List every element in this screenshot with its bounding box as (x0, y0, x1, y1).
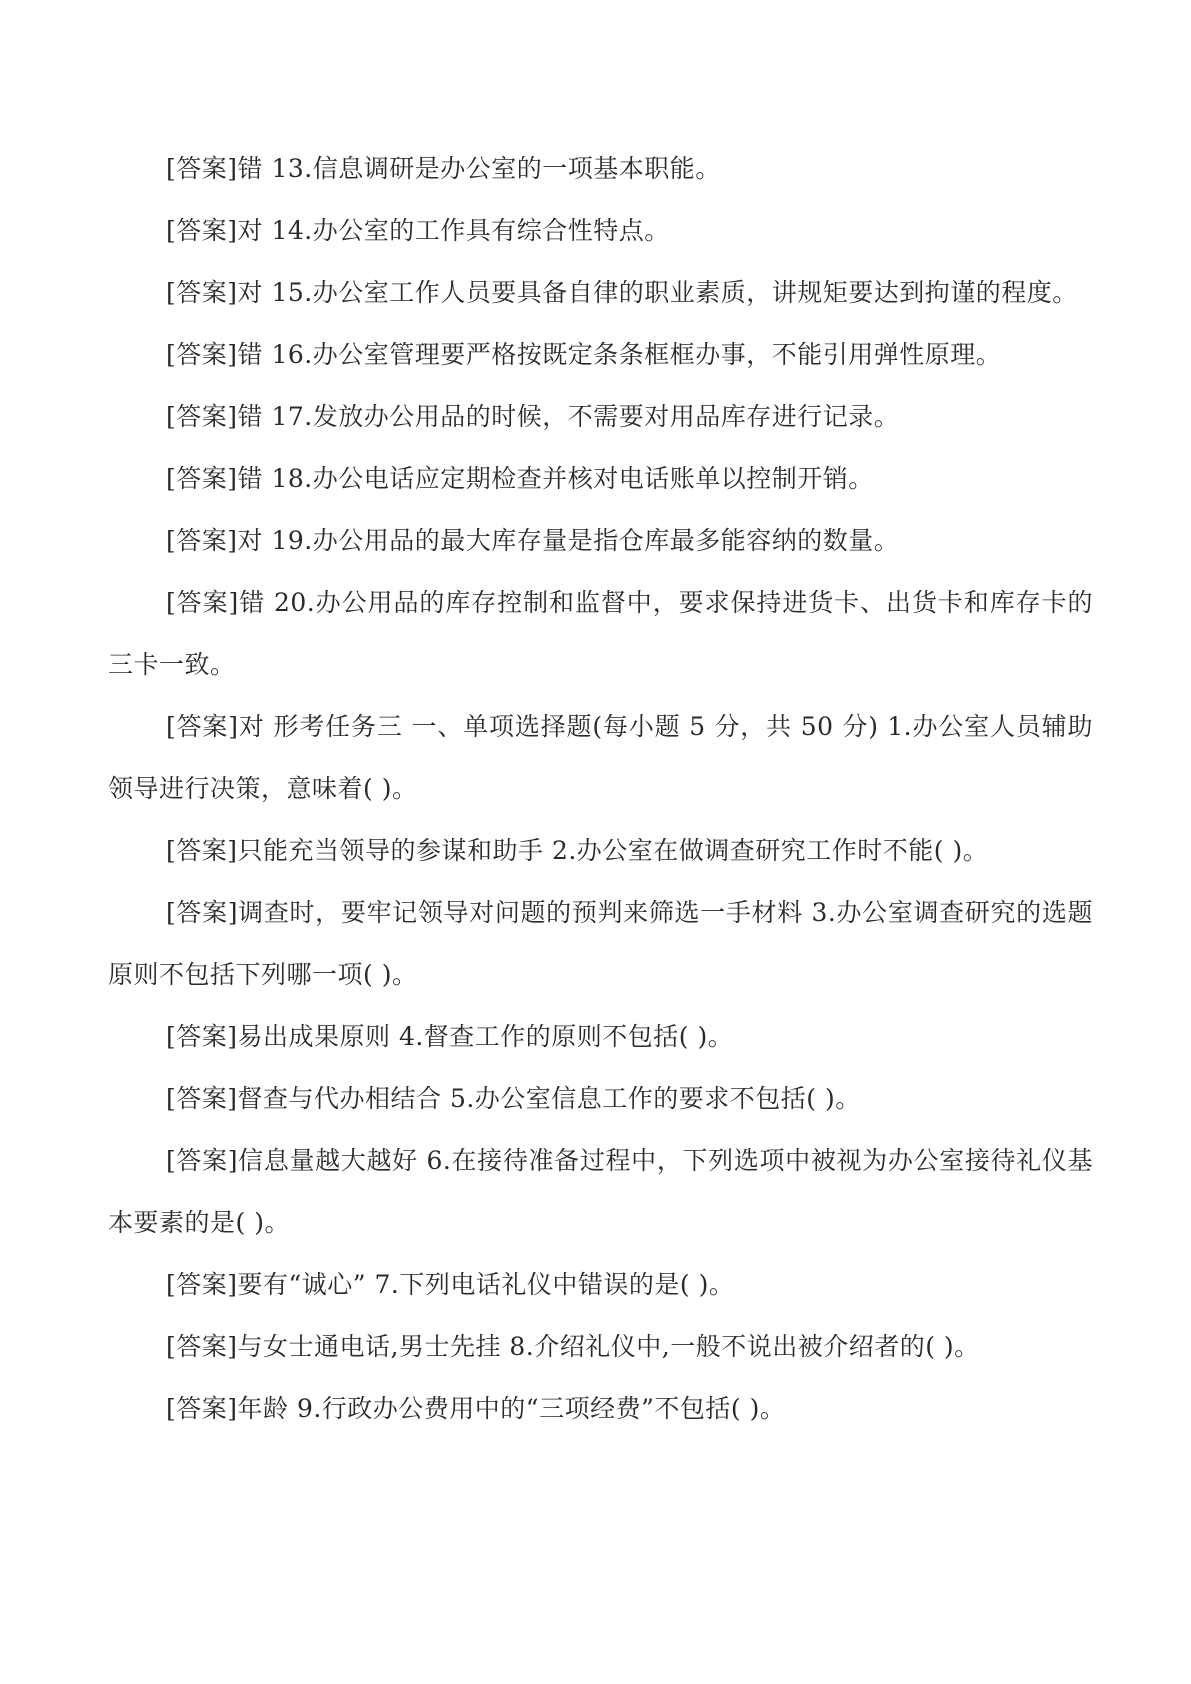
paragraph-answer-15: [答案]对 15.办公室工作人员要具备自律的职业素质，讲规矩要达到拘谨的程度。 (166, 278, 1078, 307)
paragraph-answer-14: [答案]对 14.办公室的工作具有综合性特点。 (166, 216, 670, 245)
paragraph-task3-q9: [答案]年龄 9.行政办公费用中的“三项经费”不包括( )。 (166, 1394, 786, 1423)
paragraph-task3-q7: [答案]要有“诚心” 7.下列电话礼仪中错误的是( )。 (166, 1270, 735, 1299)
paragraph-task3-q4: [答案]易出成果原则 4.督查工作的原则不包括( )。 (166, 1022, 734, 1051)
paragraph-task3-q2: [答案]只能充当领导的参谋和助手 2.办公室在做调查研究工作时不能( )。 (166, 836, 989, 865)
paragraph-task3-q1: [答案]对 形考任务三 一、单项选择题(每小题 5 分，共 50 分) 1.办公室人员辅助领导进行决策，意味着( )。 (108, 712, 1093, 803)
paragraph-answer-13: [答案]错 13.信息调研是办公室的一项基本职能。 (166, 154, 721, 183)
paragraph-answer-18: [答案]错 18.办公电话应定期检查并核对电话账单以控制开销。 (166, 464, 874, 493)
document-page (108, 138, 1093, 1440)
paragraph-answer-20: [答案]错 20.办公用品的库存控制和监督中，要求保持进货卡、出货卡和库存卡的三卡一致。 (108, 588, 1093, 679)
paragraph-task3-q5: [答案]督查与代办相结合 5.办公室信息工作的要求不包括( )。 (166, 1084, 861, 1113)
paragraph-task3-q8: [答案]与女士通电话,男士先挂 8.介绍礼仪中,一般不说出被介绍者的( )。 (166, 1332, 980, 1361)
paragraph-task3-q6: [答案]信息量越大越好 6.在接待准备过程中，下列选项中被视为办公室接待礼仪基本要素的是( )。 (108, 1146, 1093, 1237)
paragraph-answer-17: [答案]错 17.发放办公用品的时候，不需要对用品库存进行记录。 (166, 402, 900, 431)
paragraph-answer-16: [答案]错 16.办公室管理要严格按既定条条框框办事，不能引用弹性原理。 (166, 340, 1002, 369)
paragraph-task3-q3: [答案]调查时，要牢记领导对问题的预判来筛选一手材料 3.办公室调查研究的选题原则不包括下列哪一项( )。 (108, 898, 1093, 989)
paragraph-answer-19: [答案]对 19.办公用品的最大库存量是指仓库最多能容纳的数量。 (166, 526, 900, 555)
